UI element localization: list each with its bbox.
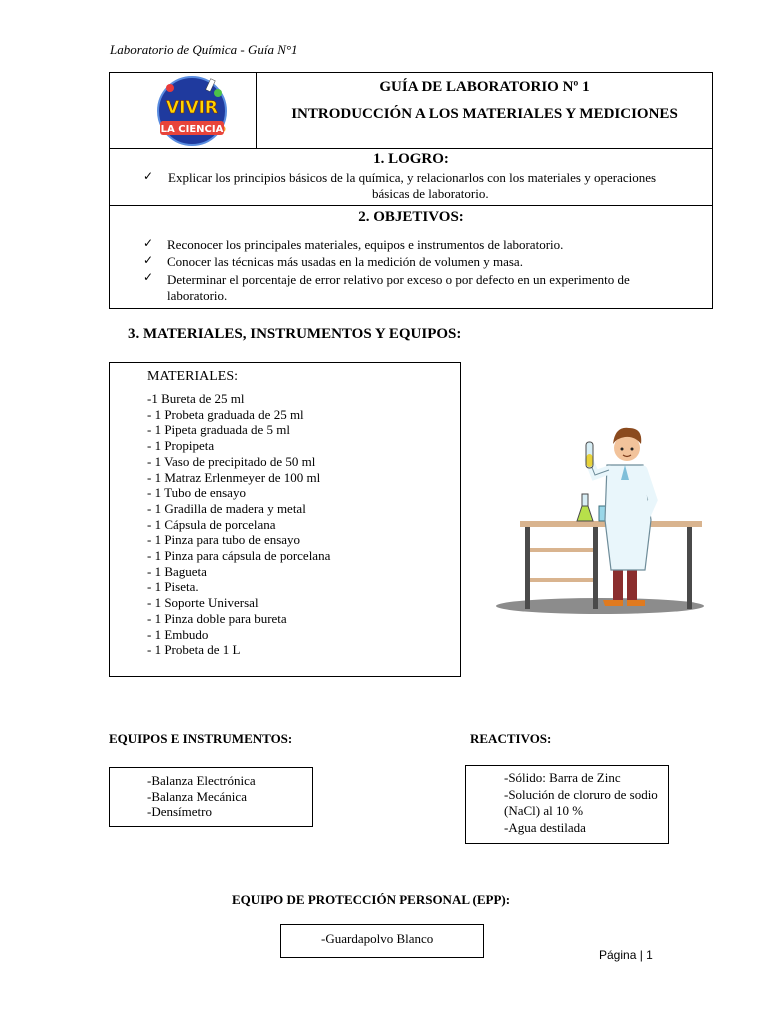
list-item: - 1 Vaso de precipitado de 50 ml — [147, 453, 316, 469]
epp-label: EQUIPO DE PROTECCIÓN PERSONAL (EPP): — [232, 892, 511, 907]
equipos-box — [109, 767, 313, 827]
list-item: - 1 Pipeta graduada de 5 ml — [147, 422, 290, 438]
header-table — [109, 72, 713, 309]
materials-heading: MATERIALES: — [147, 369, 238, 384]
title-row — [110, 73, 712, 149]
list-item: - 1 Piseta. — [147, 579, 199, 595]
list-item: -Densímetro — [147, 804, 212, 819]
epp-box — [280, 924, 484, 958]
list-item: -Sólido: Barra de Zinc — [504, 770, 621, 785]
list-item: - 1 Propipeta — [147, 438, 215, 454]
list-item: - 1 Embudo — [147, 626, 209, 642]
list-item: - 1 Bagueta — [147, 563, 207, 579]
check-icon: ✓ — [143, 270, 154, 284]
logro-text-line1: Explicar los principios básicos de la química, y relacionarlos con los materiales y operaciones — [168, 170, 657, 185]
scientist-illustration — [495, 420, 710, 620]
logro-section — [110, 149, 712, 206]
materials-list — [147, 391, 330, 658]
objetivo-item: Reconocer los principales materiales, equipos e instrumentos de laboratorio. — [167, 237, 564, 252]
list-item: - 1 Gradilla de madera y metal — [147, 500, 306, 516]
list-item: -Agua destilada — [504, 819, 586, 835]
list-item: -Solución de cloruro de sodio (NaCl) al 10 % — [504, 786, 658, 818]
list-item: - 1 Pinza para tubo de ensayo — [147, 532, 301, 548]
objetivos-section — [110, 206, 712, 308]
list-item: - 1 Pinza doble para bureta — [147, 610, 287, 626]
title-cell — [257, 73, 712, 148]
reactivos-box — [465, 765, 669, 844]
list-item: - 1 Pinza para cápsula de porcelana — [147, 548, 331, 564]
svg-text:LA CIENCIA: LA CIENCIA — [160, 124, 224, 135]
check-icon: ✓ — [143, 236, 154, 250]
equipos-list — [147, 773, 256, 820]
list-item: -Balanza Electrónica — [147, 773, 256, 788]
page-number: Página | 1 — [599, 948, 653, 962]
equipos-label: EQUIPOS E INSTRUMENTOS: — [109, 731, 293, 746]
guide-title: GUÍA DE LABORATORIO Nº 1 — [379, 79, 590, 95]
logro-text-line2: básicas de laboratorio. — [372, 186, 489, 201]
section3-title: 3. MATERIALES, INSTRUMENTOS Y EQUIPOS: — [128, 326, 462, 342]
epp-item: -Guardapolvo Blanco — [321, 931, 434, 946]
list-item: - 1 Matraz Erlenmeyer de 100 ml — [147, 469, 321, 485]
logo-cell — [110, 73, 257, 148]
list-item: - 1 Soporte Universal — [147, 595, 259, 611]
objetivo-item-continuation: laboratorio. — [167, 288, 228, 303]
list-item: - 1 Probeta de 1 L — [147, 642, 241, 658]
list-item: - 1 Probeta graduada de 25 ml — [147, 406, 304, 422]
guide-subtitle: INTRODUCCIÓN A LOS MATERIALES Y MEDICIONES — [291, 106, 678, 122]
svg-text:VIVIR: VIVIR — [165, 98, 219, 118]
check-icon: ✓ — [143, 169, 154, 183]
list-item: -1 Bureta de 25 ml — [147, 391, 245, 406]
materials-box — [109, 362, 461, 677]
check-icon: ✓ — [143, 253, 154, 267]
reactivos-label: REACTIVOS: — [470, 731, 552, 746]
logo-globe-icon — [110, 73, 256, 148]
objetivos-heading: 2. OBJETIVOS: — [358, 209, 464, 225]
running-header: Laboratorio de Química - Guía N°1 — [110, 42, 298, 57]
logro-heading: 1. LOGRO: — [373, 151, 449, 167]
list-item: -Balanza Mecánica — [147, 788, 247, 804]
list-item: - 1 Tubo de ensayo — [147, 485, 246, 501]
objetivo-item: Determinar el porcentaje de error relativo por exceso o por defecto en un experimento de — [167, 272, 630, 287]
objetivo-item: Conocer las técnicas más usadas en la medición de volumen y masa. — [167, 254, 523, 269]
list-item: - 1 Cápsula de porcelana — [147, 516, 276, 532]
reactivos-list — [504, 770, 664, 836]
